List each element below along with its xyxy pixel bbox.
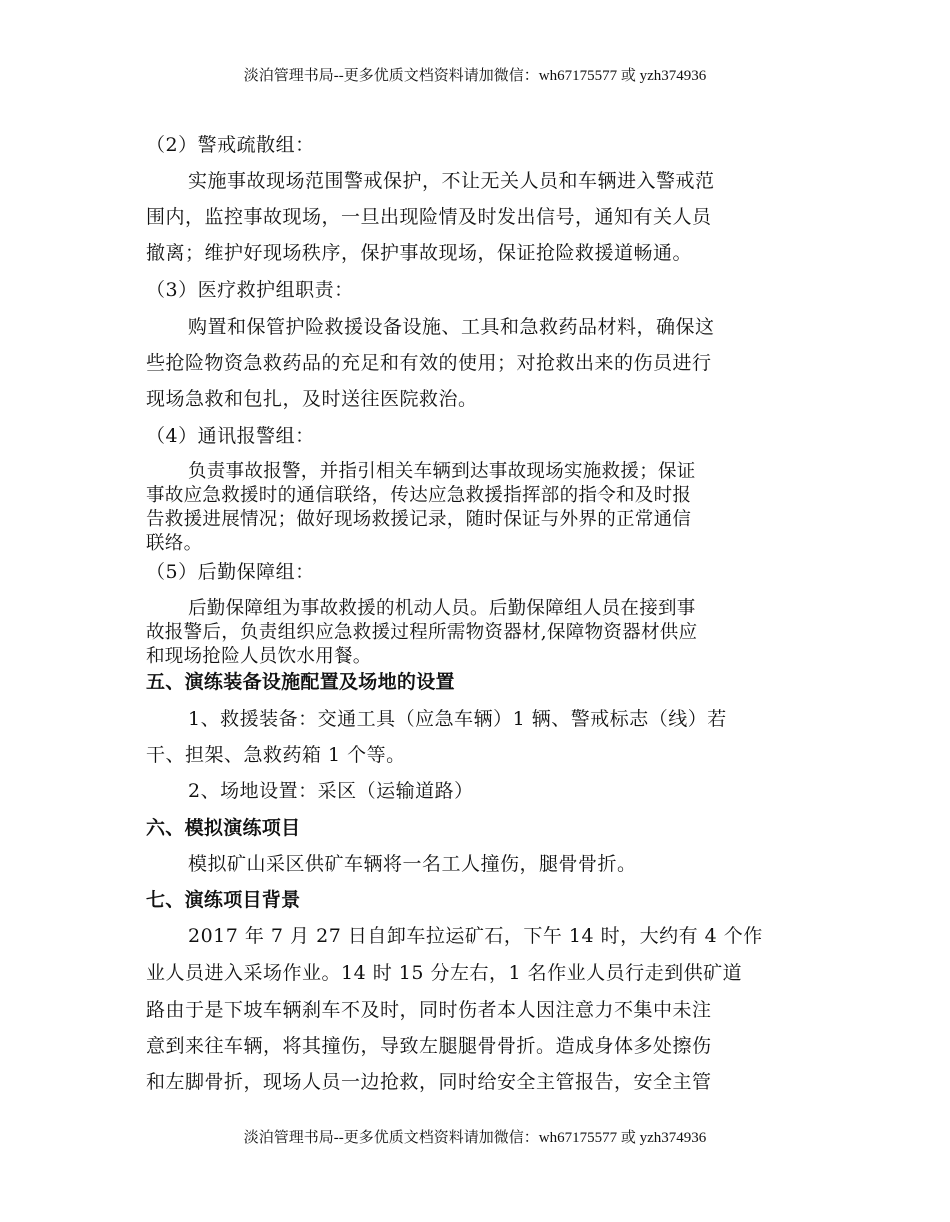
paragraph-line: 2017 年 7 月 27 日自卸车拉运矿石，下午 14 时，大约有 4 个作: [188, 925, 763, 947]
paragraph-line: 路由于是下坡车辆刹车不及时，同时伤者本人因注意力不集中未注: [146, 999, 712, 1021]
paragraph-line: 事故应急救援时的通信联络，传达应急救援指挥部的指令和及时报: [146, 485, 692, 506]
paragraph-line: 后勤保障组为事故救援的机动人员。后勤保障组人员在接到事: [188, 598, 696, 619]
paragraph-line: 模拟矿山采区供矿车辆将一名工人撞伤，腿骨骨折。: [188, 853, 637, 875]
page-footer: 淡泊管理书局--更多优质文档资料请加微信：wh67175577 或 yzh374936: [243, 1130, 707, 1146]
paragraph-line: 2、场地设置：采区（运输道路）: [188, 780, 474, 802]
paragraph-line: 联络。: [146, 533, 203, 554]
paragraph-line: 告救援进展情况；做好现场救援记录，随时保证与外界的正常通信: [146, 509, 692, 530]
paragraph-line: 1、救援装备：交通工具（应急车辆）1 辆、警戒标志（线）若: [188, 708, 727, 730]
paragraph-line: 意到来往车辆，将其撞伤，导致左腿腿骨骨折。造成身体多处擦伤: [146, 1035, 712, 1057]
paragraph-line: 围内，监控事故现场，一旦出现险情及时发出信号，通知有关人员: [146, 206, 712, 228]
page-header: 淡泊管理书局--更多优质文档资料请加微信：wh67175577 或 yzh374936: [243, 68, 707, 84]
paragraph-line: 故报警后，负责组织应急救援过程所需物资器材,保障物资器材供应: [146, 622, 698, 643]
paragraph-line: 和左脚骨折，现场人员一边抢救，同时给安全主管报告，安全主管: [146, 1071, 712, 1093]
subheading-medical-group: （3）医疗救护组职责：: [146, 279, 354, 301]
paragraph-line: 现场急救和包扎，及时送往医院救治。: [146, 388, 478, 410]
paragraph-line: 业人员进入采场作业。14 时 15 分左右，1 名作业人员行走到供矿道: [146, 962, 743, 984]
paragraph-line: 实施事故现场范围警戒保护，不让无关人员和车辆进入警戒范: [188, 170, 715, 192]
subheading-comms-group: （4）通讯报警组：: [146, 425, 315, 447]
section-heading-6: 六、模拟演练项目: [146, 817, 301, 839]
paragraph-line: 和现场抢险人员饮水用餐。: [146, 646, 372, 667]
section-heading-5: 五、演练装备设施配置及场地的设置: [146, 671, 455, 693]
paragraph-line: 购置和保管护险救援设备设施、工具和急救药品材料，确保这: [188, 316, 715, 338]
paragraph-line: 负责事故报警，并指引相关车辆到达事故现场实施救援；保证: [188, 461, 696, 482]
section-heading-7: 七、演练项目背景: [146, 889, 301, 911]
subheading-logistics-group: （5）后勤保障组：: [146, 561, 315, 583]
paragraph-line: 干、担架、急救药箱 1 个等。: [146, 744, 406, 766]
paragraph-line: 撤离；维护好现场秩序，保护事故现场，保证抢险救援道畅通。: [146, 242, 693, 264]
paragraph-line: 些抢险物资急救药品的充足和有效的使用；对抢救出来的伤员进行: [146, 352, 712, 374]
subheading-alert-group: （2）警戒疏散组：: [146, 134, 315, 156]
